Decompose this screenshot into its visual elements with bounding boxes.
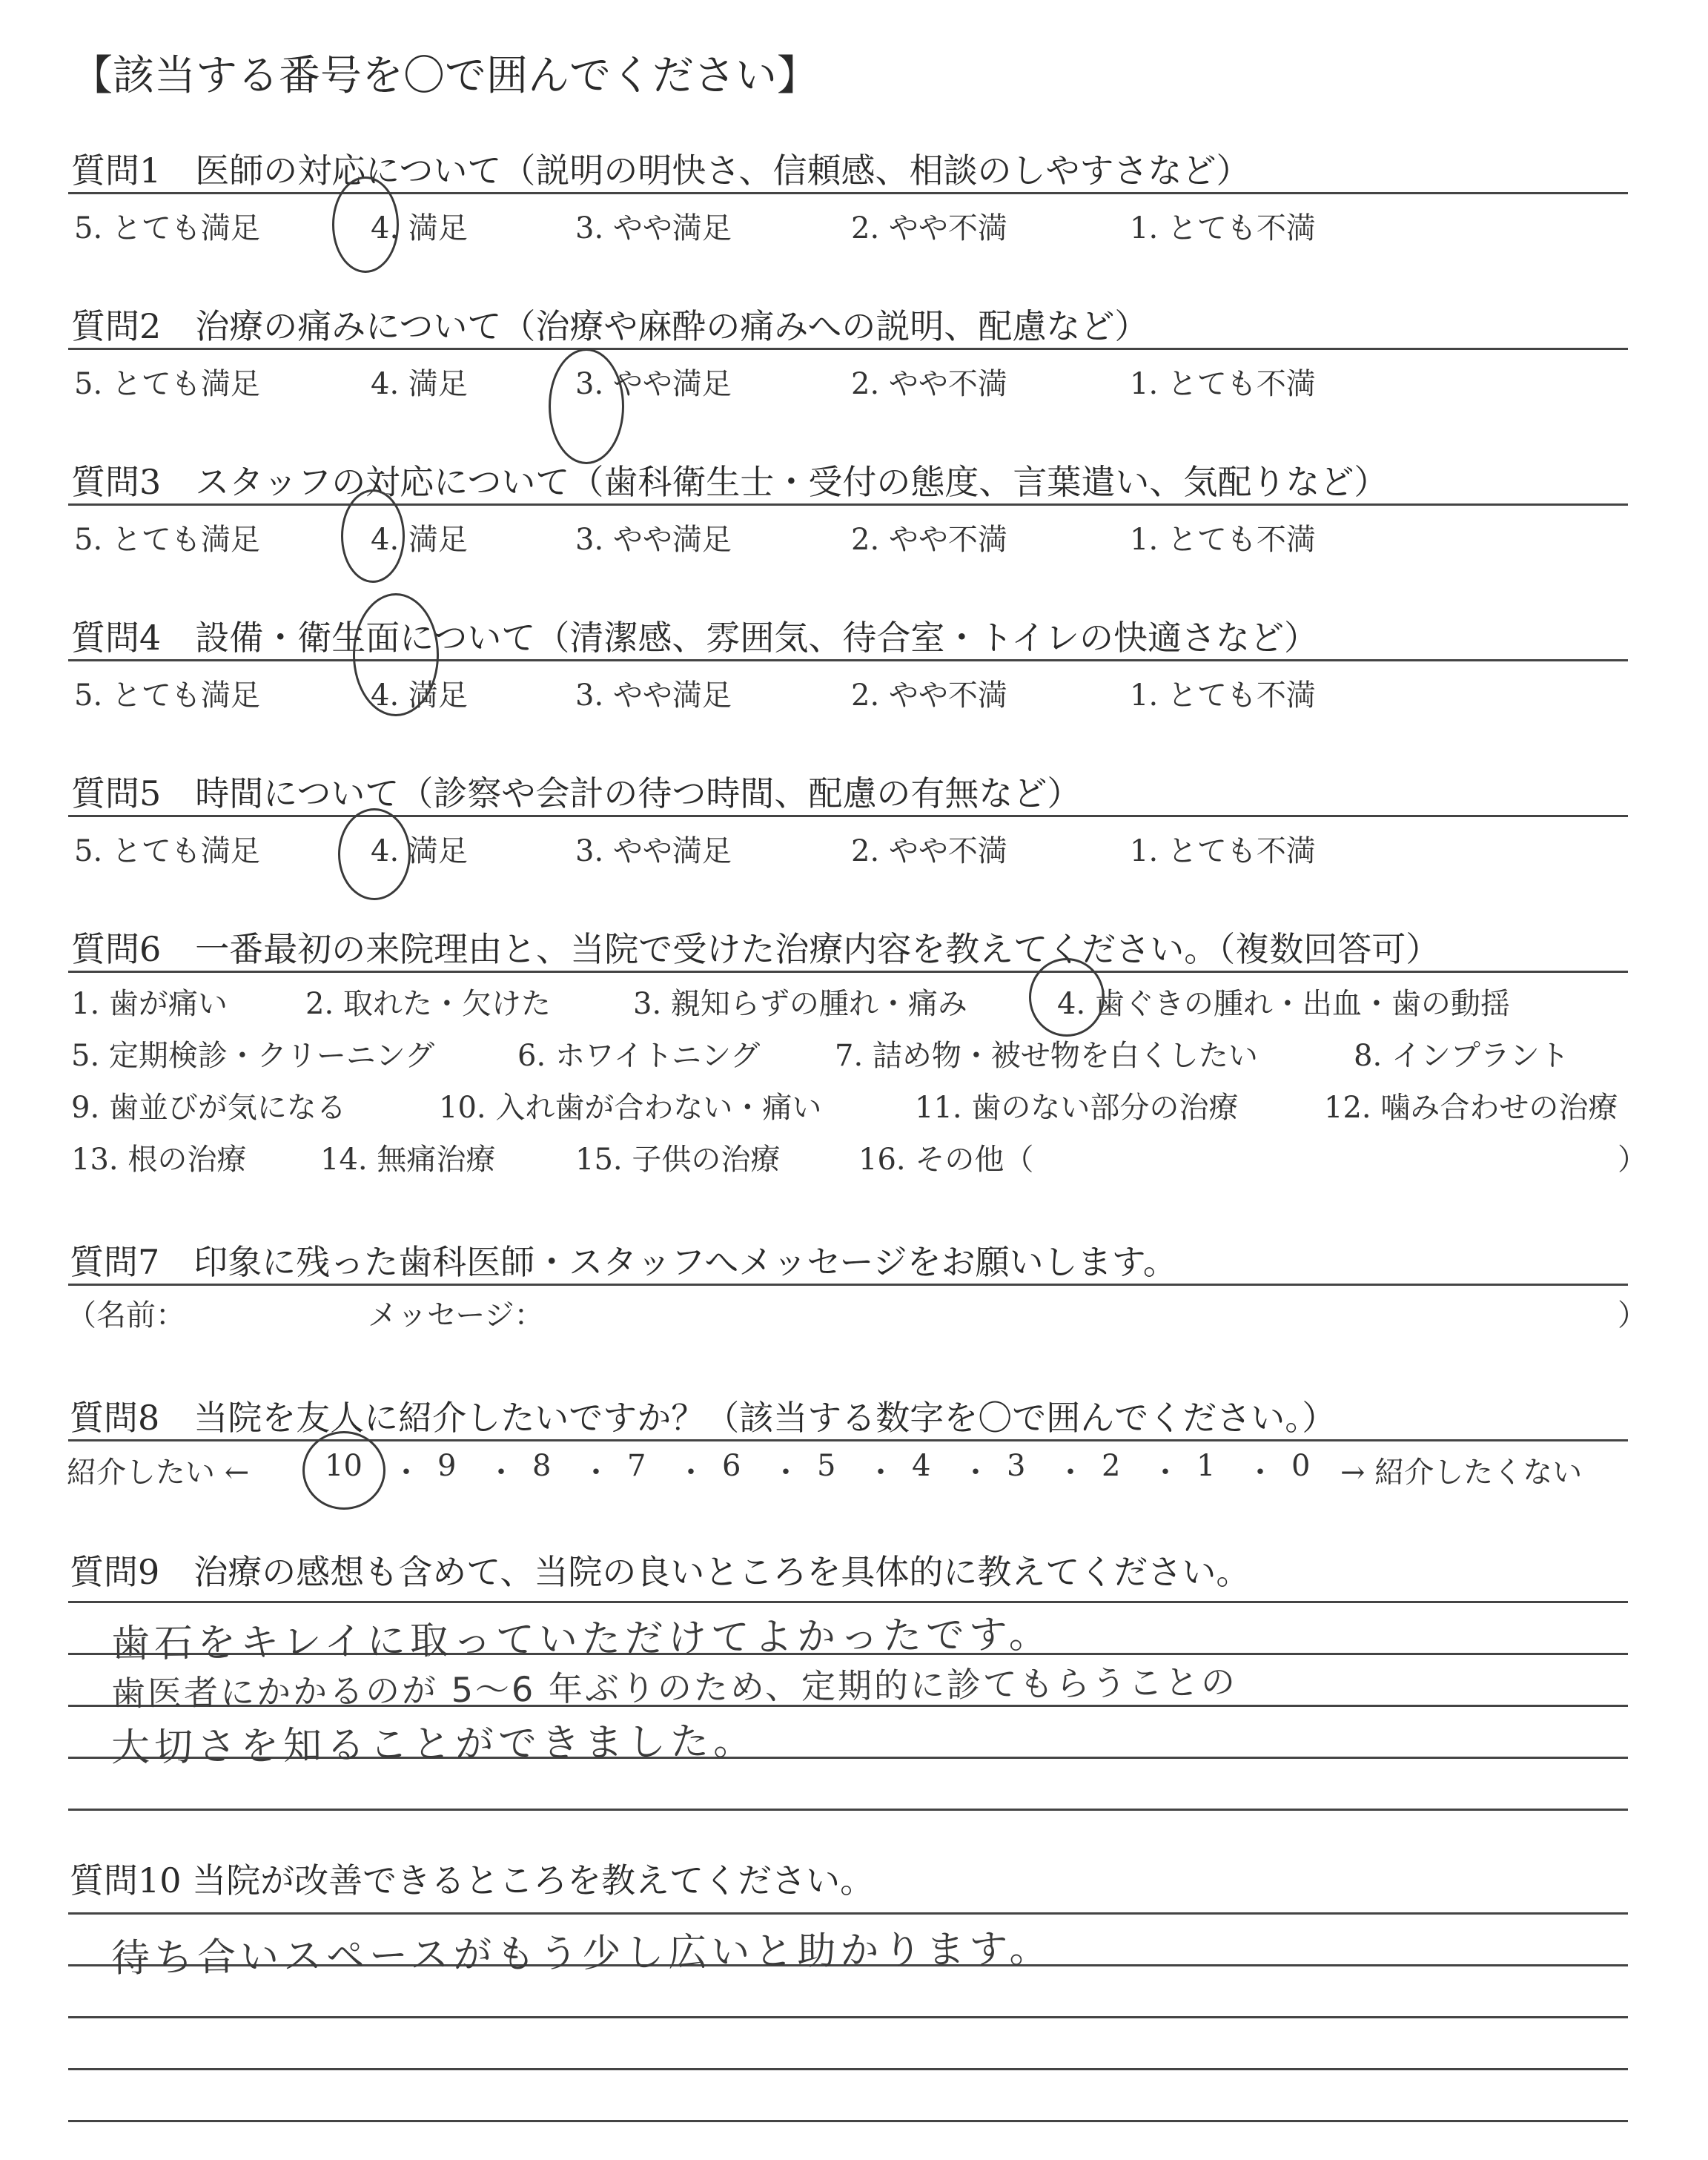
q10-answer-line xyxy=(68,2068,1628,2070)
q5-option-4[interactable]: 4. 満足 xyxy=(371,834,468,868)
q2-option-2[interactable]: 2. やや不満 xyxy=(851,367,1007,401)
q8-score-5[interactable]: 5 xyxy=(817,1449,836,1483)
q6-option-14[interactable]: 14. 無痛治療 xyxy=(320,1143,496,1177)
q6-option-6[interactable]: 6. ホワイトニング xyxy=(517,1039,761,1073)
q10-handwritten-answer-1: 待ち合いスペースがもう少し広いと助かります。 xyxy=(110,1926,1053,1981)
question-4-rule xyxy=(68,659,1628,661)
q6-option-15[interactable]: 15. 子供の治療 xyxy=(575,1143,781,1177)
q8-score-8[interactable]: 8 xyxy=(532,1449,552,1483)
q10-answer-line xyxy=(68,2016,1628,2018)
q8-score-4[interactable]: 4 xyxy=(912,1449,931,1483)
q6-option-12[interactable]: 12. 噛み合わせの治療 xyxy=(1324,1091,1618,1125)
q9-handwritten-answer-1: 歯石をキレイに取っていただけてよかったです。 xyxy=(110,1612,1053,1667)
q8-separator: ・ xyxy=(676,1456,706,1490)
q8-separator: ・ xyxy=(771,1456,801,1490)
question-6-rule xyxy=(68,971,1628,973)
q2-option-5[interactable]: 5. とても満足 xyxy=(74,367,260,401)
q6-option-1[interactable]: 1. 歯が痛い xyxy=(71,987,228,1021)
q8-separator: ・ xyxy=(486,1456,516,1490)
q6-option-2[interactable]: 2. 取れた・欠けた xyxy=(305,987,551,1021)
question-2-rule xyxy=(68,348,1628,350)
question-9-title: 質問9 治療の感想も含めて、当院の良いところを具体的に教えてください。 xyxy=(70,1552,1251,1592)
q8-score-2[interactable]: 2 xyxy=(1102,1449,1121,1483)
q6-option-3[interactable]: 3. 親知らずの腫れ・痛み xyxy=(633,987,967,1021)
q4-option-1[interactable]: 1. とても不満 xyxy=(1130,678,1316,713)
q8-score-7[interactable]: 7 xyxy=(627,1449,646,1483)
q8-separator: ・ xyxy=(391,1456,421,1490)
q6-option-10[interactable]: 10. 入れ歯が合わない・痛い xyxy=(439,1091,822,1125)
q9-answer-line xyxy=(68,1601,1628,1603)
q10-answer-line xyxy=(68,1912,1628,1915)
question-1-rule xyxy=(68,192,1628,194)
question-8-title: 質問8 当院を友人に紹介したいですか？（該当する数字を〇で囲んでください。） xyxy=(70,1398,1337,1438)
q5-option-5[interactable]: 5. とても満足 xyxy=(74,834,260,868)
q4-option-2[interactable]: 2. やや不満 xyxy=(851,678,1007,713)
q4-option-3[interactable]: 3. やや満足 xyxy=(575,678,732,713)
q4-option-5[interactable]: 5. とても満足 xyxy=(74,678,260,713)
q8-separator: ・ xyxy=(581,1456,611,1490)
q1-option-5[interactable]: 5. とても満足 xyxy=(74,211,260,245)
q8-separator: ・ xyxy=(1245,1456,1275,1490)
q7-close-paren: ） xyxy=(1618,1298,1647,1332)
question-7-rule xyxy=(68,1284,1628,1286)
q8-score-6[interactable]: 6 xyxy=(722,1449,741,1483)
form-heading: 【該当する番号を〇で囲んでください】 xyxy=(71,52,818,100)
question-5-rule xyxy=(68,815,1628,817)
q3-selection-circle xyxy=(341,489,405,583)
question-4-title: 質問4 設備・衛生面について（清潔感、雰囲気、待合室・トイレの快適さなど） xyxy=(71,618,1319,658)
q6-option-16-other[interactable]: 16. その他（ xyxy=(858,1143,1034,1177)
q6-option-11[interactable]: 11. 歯のない部分の治療 xyxy=(915,1091,1239,1125)
q8-selection-circle xyxy=(302,1431,385,1510)
q6-option-7[interactable]: 7. 詰め物・被せ物を白くしたい xyxy=(835,1039,1258,1073)
q8-separator: ・ xyxy=(961,1456,990,1490)
q2-option-1[interactable]: 1. とても不満 xyxy=(1130,367,1316,401)
q4-selection-circle xyxy=(353,593,439,716)
q6-option-5[interactable]: 5. 定期検診・クリーニング xyxy=(71,1039,435,1073)
q3-option-3[interactable]: 3. やや満足 xyxy=(575,523,732,557)
q5-selection-circle xyxy=(338,808,411,900)
q3-option-1[interactable]: 1. とても不満 xyxy=(1130,523,1316,557)
q5-option-3[interactable]: 3. やや満足 xyxy=(575,834,732,868)
q2-selection-circle xyxy=(549,349,624,464)
q1-option-1[interactable]: 1. とても不満 xyxy=(1130,211,1316,245)
q5-option-1[interactable]: 1. とても不満 xyxy=(1130,834,1316,868)
q6-option-13[interactable]: 13. 根の治療 xyxy=(71,1143,247,1177)
q4-option-4[interactable]: 4. 満足 xyxy=(371,678,468,713)
q3-option-2[interactable]: 2. やや不満 xyxy=(851,523,1007,557)
q3-option-4[interactable]: 4. 満足 xyxy=(371,523,468,557)
q8-score-1[interactable]: 1 xyxy=(1196,1449,1216,1483)
q6-option-8[interactable]: 8. インプラント xyxy=(1354,1039,1569,1073)
q3-option-5[interactable]: 5. とても満足 xyxy=(74,523,260,557)
q6-selection-circle xyxy=(1029,958,1105,1037)
question-5-title: 質問5 時間について（診察や会計の待つ時間、配慮の有無など） xyxy=(71,773,1082,813)
q8-score-10[interactable]: 10 xyxy=(325,1449,363,1483)
question-3-title: 質問3 スタッフの対応について（歯科衛生士・受付の態度、言葉遣い、気配りなど） xyxy=(71,462,1388,502)
q8-separator: ・ xyxy=(1151,1456,1180,1490)
q2-option-4[interactable]: 4. 満足 xyxy=(371,367,468,401)
q7-name-label: （名前： xyxy=(67,1298,185,1332)
question-6-title: 質問6 一番最初の来院理由と、当院で受けた治療内容を教えてください。（複数回答可） xyxy=(71,929,1440,969)
q8-left-label: 紹介したい ← xyxy=(67,1456,250,1490)
question-8-rule xyxy=(68,1439,1628,1441)
q5-option-2[interactable]: 2. やや不満 xyxy=(851,834,1007,868)
q10-answer-line xyxy=(68,2120,1628,2122)
question-2-title: 質問2 治療の痛みについて（治療や麻酔の痛みへの説明、配慮など） xyxy=(71,306,1149,346)
q7-message-label: メッセージ： xyxy=(368,1298,544,1332)
q9-handwritten-answer-2: 歯医者にかかるのが 5〜6 年ぶりのため、定期的に診てもらうことの xyxy=(110,1662,1238,1714)
q1-selection-circle xyxy=(332,176,399,273)
q8-score-9[interactable]: 9 xyxy=(437,1449,457,1483)
q9-answer-line xyxy=(68,1809,1628,1811)
question-1-title: 質問1 医師の対応について（説明の明快さ、信頼感、相談のしやすさなど） xyxy=(71,151,1251,191)
q8-score-0[interactable]: 0 xyxy=(1291,1449,1311,1483)
q9-handwritten-answer-3: 大切さを知ることができました。 xyxy=(110,1719,757,1771)
q1-option-3[interactable]: 3. やや満足 xyxy=(575,211,732,245)
q8-separator: ・ xyxy=(1056,1456,1085,1490)
q8-separator: ・ xyxy=(866,1456,896,1490)
question-10-title: 質問10 当院が改善できるところを教えてください。 xyxy=(70,1860,875,1900)
q6-option-4[interactable]: 4. 歯ぐきの腫れ・出血・歯の動揺 xyxy=(1057,987,1510,1021)
q2-option-3[interactable]: 3. やや満足 xyxy=(575,367,732,401)
q8-score-3[interactable]: 3 xyxy=(1007,1449,1026,1483)
q6-option-9[interactable]: 9. 歯並びが気になる xyxy=(71,1091,346,1125)
q1-option-2[interactable]: 2. やや不満 xyxy=(851,211,1007,245)
question-3-rule xyxy=(68,503,1628,506)
q8-right-label: → 紹介したくない xyxy=(1340,1456,1583,1490)
question-7-title: 質問7 印象に残った歯科医師・スタッフへメッセージをお願いします。 xyxy=(70,1242,1177,1282)
q1-option-4[interactable]: 4. 満足 xyxy=(371,211,468,245)
q6-other-close-paren: ） xyxy=(1618,1143,1647,1177)
